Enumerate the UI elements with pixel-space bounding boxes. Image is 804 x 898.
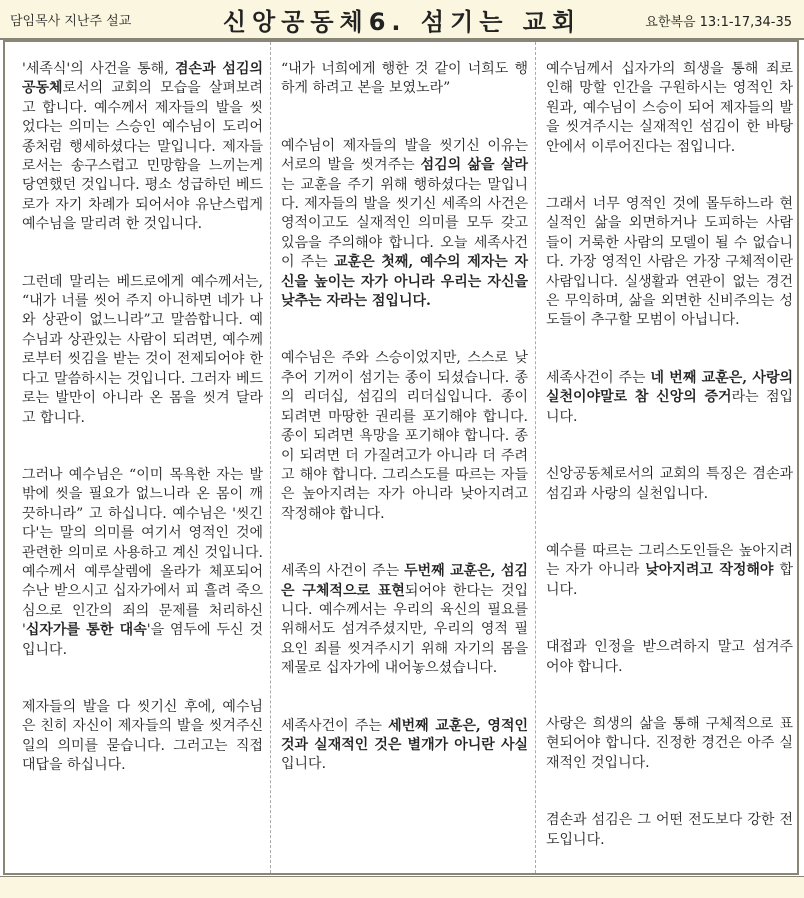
body-text: 예수를 따르는 그리스도인들은 높아지려는 자가 아니라 [546,542,793,579]
body-text: 예수님이 제자들의 발을 씻기신 이유는 서로의 발을 씻겨주는 [281,137,528,174]
body-text: 예수님께서 십자가의 희생을 통해 죄로 인해 망할 인간을 구원하시는 영적인 차원과, 예수님이 스승이 되어 제자들의 발을 씻겨주시는 실재적인 섬김이 한 바탕 안에서 이루어진다는 점입니다. [546,61,793,155]
sermon-title: 신앙공동체6. 섬기는 교회 [222,8,582,36]
body-text: 로서의 교회의 모습을 살펴보려고 합니다. 예수께서 제자들의 발을 씻었다는 의미는 스승인 예수님이 도리어 종처럼 행세하셨다는 말입니다. 제자들로서는 송구스럽고 민망함을 느끼는게 당연했던 것입니다. 평소 성급하던 베드로가 자기 차례가 되어서야 유난스럽게 예수님을 말리려 한 것입니다. [22,80,263,233]
body-text: 대접과 인정을 받으려하지 말고 섬겨주어야 합니다. [546,639,793,675]
paragraph [546,60,793,157]
column-3 [546,60,793,888]
body-text: 라는 점입니다. [546,389,793,425]
column-divider [535,42,536,873]
paragraph [281,349,528,524]
body-text: 합니다. [546,562,793,598]
body-text: 예수님은 주와 스승이었지만, 스스로 낮추어 기꺼이 섬기는 종이 되셨습니다. 종의 리더십, 섬김의 리더십입니다. 종이 되려면 마땅한 권리를 포기해야 합니다. 종이 되려면 욕망을 포기해야 합니다. 종이 되려면 더 가질려고가 아니라 더 주려고 해야 합니다. 그리스도를 따르는 자들은 높아지려는 자가 아니라 낮아지려고 작정해야 합니다. [281,350,528,522]
header-bar [0,0,804,40]
paragraph [281,562,528,678]
body-text: 겸손과 섬김은 그 어떤 전도보다 강한 전도입니다. [546,812,793,848]
paragraph [546,811,793,850]
emphasis-text: 겸손과 섬김의 공동체 [22,61,263,97]
body-text: 제자들의 발을 다 씻기신 후에, 예수님은 친히 자신이 제자들의 발을 씻겨주신 일의 의미를 묻습니다. 그러고는 직접 대답을 하십니다. [22,698,263,774]
emphasis-text: 세번째 교훈은, 영적인 것과 실재적인 것은 별개가 아니란 사실 [281,717,528,753]
body-text: '을 염두에 두신 것입니다. [22,622,263,658]
body-text: 그런데 말리는 베드로에게 예수께서는, “내가 너를 씻어 주지 아니하면 네가 나와 상관이 없느니라”고 말씀합니다. 예수님과 상관있는 사람이 되려면, 예수께로부터 씻김을 받는 것이 전제되어야 한다고 말씀하시는 것입니다. 그러자 베드로는 발만이 아니라 온 몸을 씻겨 달라고 합니다. [22,273,263,426]
paragraph [22,698,263,776]
body-text: 그러나 예수님은 “이미 목욕한 자는 발밖에 씻을 필요가 없느니라 온 몸이 깨끗하니라” 고 하십니다. 예수님은 '씻긴다'는 말의 의미를 여기서 영적인 것에 관련한 의미로 사용하고 계신 것입니다. 예수께서 예루살렘에 올라가 체포되어 수난 받으시고 십자가에서 피 흘려 죽으심으로 인간의 죄의 문제를 처리하신 ' [22,466,263,639]
emphasis-text: 십자가를 통한 대속 [25,622,147,639]
content-frame [3,40,799,875]
body-text: 세족의 사건이 주는 [281,563,405,580]
paragraph [546,369,793,427]
paragraph [546,542,793,600]
body-text: 세족사건이 주는 [546,369,651,386]
paragraph [281,137,528,312]
emphasis-text: 두번째 교훈은, 섬김은 구체적으로 표현 [281,563,528,599]
paragraph [546,638,793,677]
sermon-label: 담임목사 지난주 설교 [10,14,132,29]
column-2 [281,60,528,813]
column-divider [270,42,271,873]
emphasis-text: 섬김의 삶을 살라 [420,157,528,174]
paragraph [281,60,528,99]
emphasis-text: 네 번째 교훈은, 사랑의 실천이야말로 참 신앙의 증거 [546,369,793,406]
paragraph [546,715,793,773]
paragraph [546,195,793,331]
body-text: '세족식'의 사건을 통해, [22,61,176,77]
paragraph [22,273,263,428]
paragraph [22,466,263,660]
body-text: 신앙공동체로서의 교회의 특징은 겸손과 섬김과 사랑의 실천입니다. [546,466,793,502]
body-text: 되어야 한다는 것입니다. 예수께서는 우리의 육신의 필요를 위해서도 섬겨주셨지만, 우리의 영적 필요인 죄를 씻겨주시기 위해 자기의 몸을 제물로 십자가에 내어놓으셨습니다. [281,582,528,677]
body-text: 입니다. [281,756,327,773]
emphasis-text: 낮아지려고 작정해야 [645,562,774,579]
paragraph [546,465,793,504]
paragraph [22,60,263,235]
body-text: “내가 너희에게 행한 것 같이 너희도 행하게 하려고 본을 보였노라” [281,61,528,97]
emphasis-text: 교훈은 첫째, 예수의 제자는 자신을 높이는 자가 아니라 우리는 자신을 낮추는 자라는 점입니다. [281,254,528,310]
scripture-reference: 요한복음 13:1-17,34-35 [645,15,792,30]
body-text: 세족사건이 주는 [281,717,389,734]
footer-bar [0,876,804,898]
body-text: 는 교훈을 주기 위해 행하셨다는 말입니다. 제자들의 발을 씻기신 세족의 사건은 영적이고도 실재적인 의미를 모두 갖고 있음을 주의해야 합니다. 오늘 세족사건이 주는 [281,176,528,271]
body-text: 사랑은 희생의 삶을 통해 구체적으로 표현되어야 합니다. 진정한 경건은 아주 실재적인 것입니다. [546,715,793,771]
column-1 [22,60,263,814]
body-text: 그래서 너무 영적인 것에 몰두하느라 현실적인 삶을 외면하거나 도피하는 사람들이 거룩한 사람의 모델이 될 수 없습니다. 가장 영적인 사람은 가장 구체적이란 사람입니다. 실생활과 연관이 없는 경건은 무익하며, 삶을 외면한 신비주의는 성도들이 추구할 모범이 아닙니다. [546,196,793,329]
paragraph [281,717,528,775]
